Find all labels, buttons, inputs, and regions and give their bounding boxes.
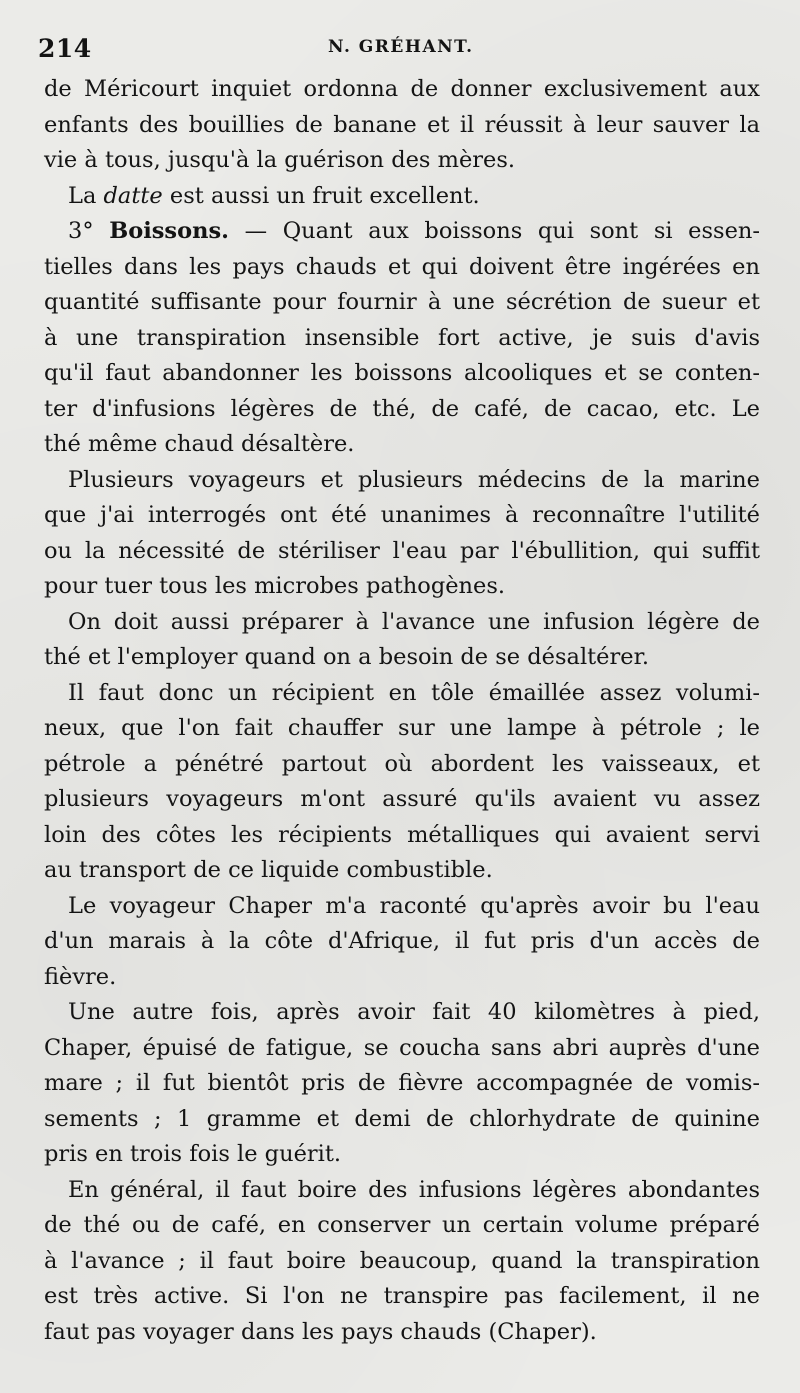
running-head: N. GRÉHANT. xyxy=(328,37,474,57)
text-line: que j'ai interrogés ont été unanimes à reconnaître l'utilité xyxy=(44,502,760,528)
text-line: de thé ou de café, en conserver un certain volume préparé xyxy=(44,1212,760,1238)
text-line: est très active. Si l'on ne transpire pas facilement, il ne xyxy=(44,1283,760,1309)
text-line: d'un marais à la côte d'Afrique, il fut pris d'un accès de xyxy=(44,928,760,954)
section-heading: Boissons. xyxy=(109,218,229,244)
text-line: de Méricourt inquiet ordonna de donner exclusivement aux xyxy=(44,76,760,102)
text-line xyxy=(44,214,760,250)
page-header xyxy=(38,34,770,64)
page-number: 214 xyxy=(38,34,92,63)
text-line: mare ; il fut bientôt pris de fièvre accompagnée de vomis- xyxy=(44,1070,760,1096)
text-line: pris en trois fois le guérit. xyxy=(44,1141,342,1167)
text-line: pétrole a pénétré partout où abordent les vaisseaux, et xyxy=(44,750,760,777)
text-line: tielles dans les pays chauds et qui doivent être ingérées en xyxy=(44,253,760,280)
text-line: fièvre. xyxy=(44,963,117,990)
text-line: neux, que l'on fait chauffer sur une lampe à pétrole ; le xyxy=(44,715,760,741)
text-line: quantité suffisante pour fournir à une sécrétion de sueur et xyxy=(44,289,760,315)
text-line: En général, il faut boire des infusions légères abondantes xyxy=(68,1176,760,1203)
text-line: sements ; 1 gramme et demi de chlorhydrate de quinine xyxy=(44,1105,760,1132)
text-fragment: — Quant aux boissons qui sont si essen- xyxy=(228,218,760,244)
text-line: à une transpiration insensible fort active, je suis d'avis xyxy=(44,324,760,351)
section-number: 3° xyxy=(68,218,110,244)
text-line: ter d'infusions légères de thé, de café, de cacao, etc. Le xyxy=(44,395,760,422)
text-line: plusieurs voyageurs m'ont assuré qu'ils avaient vu assez xyxy=(44,786,760,812)
text-line: Chaper, épuisé de fatigue, se coucha sans abri auprès d'une xyxy=(44,1034,760,1061)
text-line: thé même chaud désaltère. xyxy=(44,431,355,457)
text-line: qu'il faut abandonner les boissons alcooliques et se conten- xyxy=(44,360,760,386)
text-line: vie à tous, jusqu'à la guérison des mères. xyxy=(44,147,516,173)
text-line: enfants des bouillies de banane et il réussit à leur sauver la xyxy=(44,111,760,138)
text-line: ou la nécessité de stériliser l'eau par l'ébullition, qui suffit xyxy=(44,537,760,564)
text-line: au transport de ce liquide combustible. xyxy=(44,857,493,883)
text-line: thé et l'employer quand on a besoin de se désaltérer. xyxy=(44,644,650,670)
text-line: On doit aussi préparer à l'avance une infusion légère de xyxy=(68,608,760,635)
emphasized-word: datte xyxy=(103,182,163,209)
text-line: Une autre fois, après avoir fait 40 kilomètres à pied, xyxy=(68,999,760,1025)
body-text xyxy=(44,72,760,1350)
text-line: Plusieurs voyageurs et plusieurs médecins de la marine xyxy=(68,466,760,493)
text-line: faut pas voyager dans les pays chauds (Chaper). xyxy=(44,1318,597,1345)
text-line: Le voyageur Chaper m'a raconté qu'après avoir bu l'eau xyxy=(68,892,760,919)
text-fragment: est aussi un fruit excellent. xyxy=(162,182,480,209)
text-line: Il faut donc un récipient en tôle émaillée assez volumi- xyxy=(68,679,760,706)
text-line xyxy=(44,179,760,215)
text-line: à l'avance ; il faut boire beaucoup, quand la transpiration xyxy=(44,1247,760,1274)
text-fragment: La xyxy=(68,182,104,209)
text-line: loin des côtes les récipients métalliques qui avaient servi xyxy=(44,821,760,848)
text-line: pour tuer tous les microbes pathogènes. xyxy=(44,573,506,599)
